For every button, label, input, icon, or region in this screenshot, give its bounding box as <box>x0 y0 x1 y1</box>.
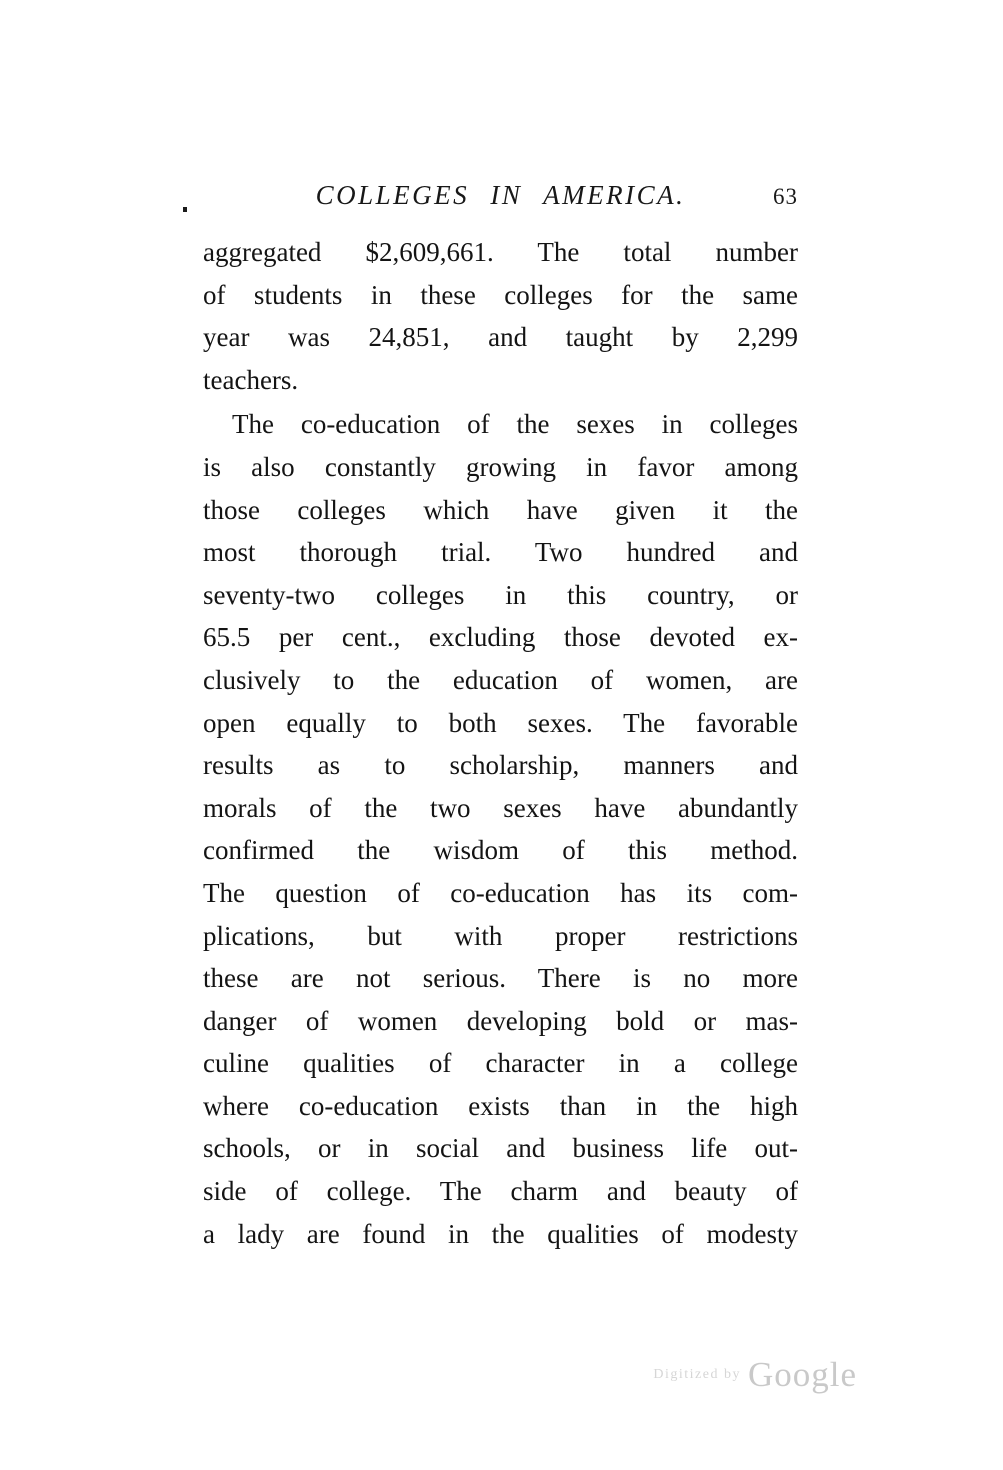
paragraph <box>203 403 798 1255</box>
text-line: these are not serious. There is no more <box>203 963 798 994</box>
text-line: aggregated $2,609,661. The total number <box>203 237 798 267</box>
running-header <box>203 180 798 214</box>
text-line: plications, but with proper restrictions <box>203 920 798 951</box>
text-line: those colleges which have given it the <box>203 494 798 525</box>
text-line: seventy-two colleges in this country, or <box>203 579 798 610</box>
text-line: danger of women developing bold or mas- <box>203 1005 798 1036</box>
page-header-title: COLLEGES IN AMERICA. <box>315 180 686 210</box>
text-line: The question of co-education has its com- <box>203 877 798 908</box>
text-line: of students in these colleges for the same <box>203 279 798 310</box>
watermark-prefix: Digitized by <box>653 1367 741 1382</box>
text-line: morals of the two sexes have abundantly <box>203 792 798 823</box>
page-number: 63 <box>773 184 798 209</box>
digitized-by-google-watermark <box>653 1355 857 1395</box>
paragraph <box>203 231 798 401</box>
text-line: The co-education of the sexes in colleges <box>232 409 798 440</box>
ink-speck <box>183 207 187 212</box>
text-line: clusively to the education of women, are <box>203 664 798 695</box>
text-line: a lady are found in the qualities of modesty <box>203 1218 798 1249</box>
text-line: teachers. <box>203 364 299 395</box>
text-line: side of college. The charm and beauty of <box>203 1176 798 1207</box>
text-block <box>203 231 798 1255</box>
text-line: most thorough trial. Two hundred and <box>203 537 798 568</box>
text-line: is also constantly growing in favor among <box>203 451 798 482</box>
watermark-brand: Google <box>747 1355 857 1394</box>
text-line: 65.5 per cent., excluding those devoted ex- <box>203 622 798 653</box>
text-line: year was 24,851, and taught by 2,299 <box>203 322 798 353</box>
text-line: results as to scholarship, manners and <box>203 750 798 781</box>
text-line: where co-education exists than in the high <box>203 1090 798 1121</box>
text-line: open equally to both sexes. The favorable <box>203 707 798 738</box>
text-line: culine qualities of character in a college <box>203 1048 798 1079</box>
text-line: confirmed the wisdom of this method. <box>203 835 798 866</box>
text-line: schools, or in social and business life out- <box>203 1133 798 1164</box>
